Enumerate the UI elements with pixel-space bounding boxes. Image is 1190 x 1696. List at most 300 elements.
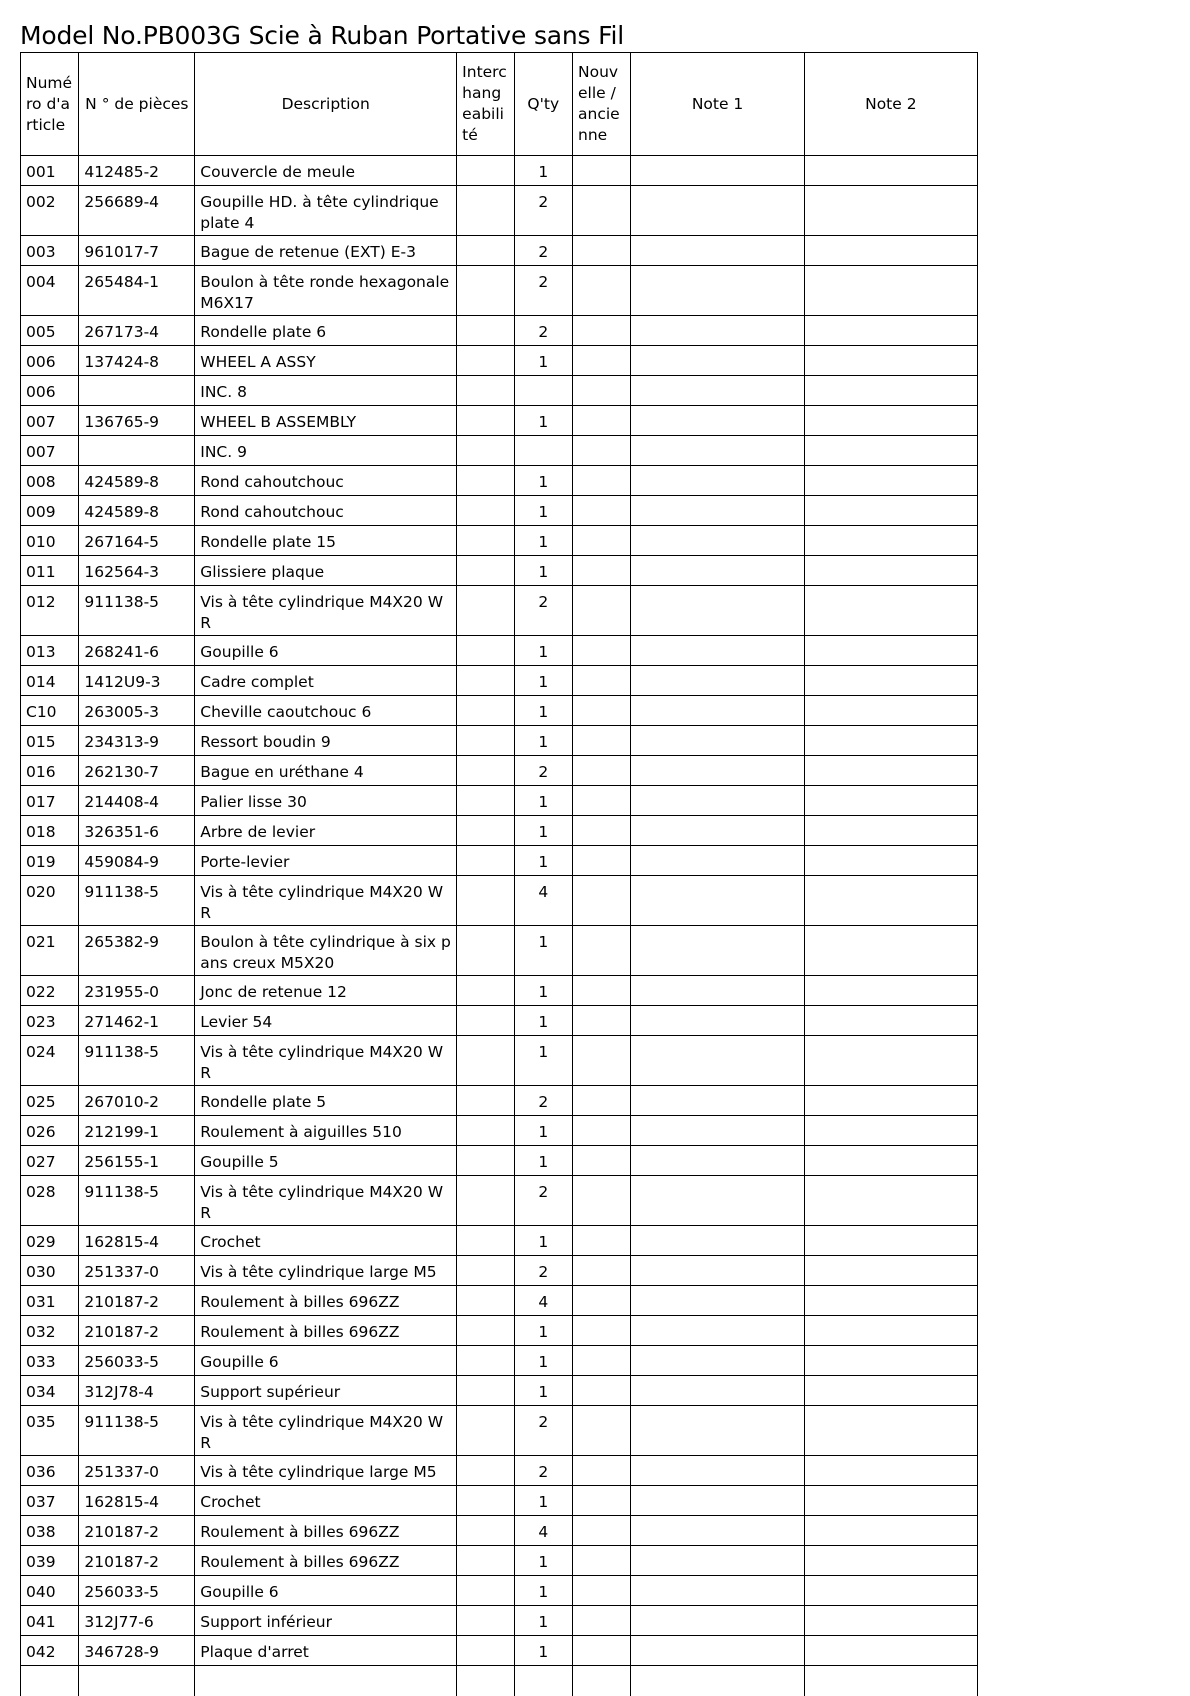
part-no-cell: 256689-4 xyxy=(79,186,195,236)
description-cell: Cadre complet xyxy=(195,666,457,696)
new-old-cell xyxy=(573,846,631,876)
description-cell: Goupille 5 xyxy=(195,1146,457,1176)
qty-cell: 2 xyxy=(514,266,572,316)
note-2-cell xyxy=(804,466,977,496)
new-old-cell xyxy=(573,1546,631,1576)
note-1-cell xyxy=(631,1256,804,1286)
item-no-cell: 001 xyxy=(21,156,79,186)
table-row xyxy=(21,816,978,846)
new-old-cell xyxy=(573,346,631,376)
table-row xyxy=(21,526,978,556)
table-row xyxy=(21,236,978,266)
item-no-cell: 009 xyxy=(21,496,79,526)
table-row xyxy=(21,156,978,186)
new-old-cell xyxy=(573,1486,631,1516)
description-cell: Vis à tête cylindrique M4X20 WR xyxy=(195,586,457,636)
qty-cell: 1 xyxy=(514,926,572,976)
interchangeability-cell xyxy=(457,156,514,186)
new-old-cell xyxy=(573,556,631,586)
parts-table-body xyxy=(21,156,978,1696)
table-row xyxy=(21,1146,978,1176)
note-2-cell xyxy=(804,666,977,696)
qty-cell: 2 xyxy=(514,756,572,786)
new-old-cell xyxy=(573,636,631,666)
note-1-cell xyxy=(631,1516,804,1546)
table-row xyxy=(21,696,978,726)
note-2-cell xyxy=(804,976,977,1006)
item-no-cell: 017 xyxy=(21,786,79,816)
interchangeability-cell xyxy=(457,786,514,816)
note-1-cell xyxy=(631,1456,804,1486)
table-row xyxy=(21,1606,978,1636)
item-no-cell: 022 xyxy=(21,976,79,1006)
note-1-cell xyxy=(631,316,804,346)
note-2-cell xyxy=(804,846,977,876)
item-no-cell: 020 xyxy=(21,876,79,926)
description-cell: Ressort boudin 9 xyxy=(195,726,457,756)
new-old-cell xyxy=(573,316,631,346)
part-no-cell: 1412U9-3 xyxy=(79,666,195,696)
interchangeability-cell xyxy=(457,1486,514,1516)
qty-cell: 1 xyxy=(514,726,572,756)
note-2-cell xyxy=(804,876,977,926)
description-cell: Vis à tête cylindrique large M5 xyxy=(195,1256,457,1286)
part-no-cell: 210187-2 xyxy=(79,1546,195,1576)
description-cell: Roulement à aiguilles 510 xyxy=(195,1116,457,1146)
interchangeability-cell xyxy=(457,1516,514,1546)
part-no-cell: 256155-1 xyxy=(79,1146,195,1176)
description-cell: Rond cahoutchouc xyxy=(195,466,457,496)
header-new-old: Nouvelle / ancienne xyxy=(573,53,631,156)
note-2-cell xyxy=(804,1636,977,1666)
note-1-cell xyxy=(631,636,804,666)
new-old-cell xyxy=(573,1006,631,1036)
part-no-cell: 312J78-4 xyxy=(79,1376,195,1406)
qty-cell: 1 xyxy=(514,556,572,586)
new-old-cell xyxy=(573,266,631,316)
note-1-cell xyxy=(631,1226,804,1256)
qty-cell: 1 xyxy=(514,1546,572,1576)
header-description: Description xyxy=(195,53,457,156)
new-old-cell xyxy=(573,696,631,726)
note-2-cell xyxy=(804,1406,977,1456)
item-no-cell: 034 xyxy=(21,1376,79,1406)
item-no-cell: 011 xyxy=(21,556,79,586)
note-2-cell xyxy=(804,1146,977,1176)
note-1-cell xyxy=(631,926,804,976)
note-2-cell xyxy=(804,726,977,756)
item-no-cell: 002 xyxy=(21,186,79,236)
part-no-cell: 911138-5 xyxy=(79,1176,195,1226)
table-row xyxy=(21,186,978,236)
part-no-cell: 136765-9 xyxy=(79,406,195,436)
interchangeability-cell xyxy=(457,1376,514,1406)
header-row xyxy=(21,53,978,156)
new-old-cell xyxy=(573,786,631,816)
new-old-cell xyxy=(573,1116,631,1146)
part-no-cell: 262130-7 xyxy=(79,756,195,786)
note-1-cell xyxy=(631,526,804,556)
item-no-cell: 036 xyxy=(21,1456,79,1486)
interchangeability-cell xyxy=(457,976,514,1006)
interchangeability-cell xyxy=(457,186,514,236)
note-1-cell xyxy=(631,1406,804,1456)
new-old-cell xyxy=(573,466,631,496)
description-cell: Vis à tête cylindrique M4X20 WR xyxy=(195,1036,457,1086)
part-no-cell: 271462-1 xyxy=(79,1006,195,1036)
item-no-cell: 019 xyxy=(21,846,79,876)
qty-cell: 2 xyxy=(514,186,572,236)
note-2-cell xyxy=(804,1286,977,1316)
part-no-cell: 911138-5 xyxy=(79,876,195,926)
item-no-cell: 015 xyxy=(21,726,79,756)
note-1-cell xyxy=(631,1486,804,1516)
table-row xyxy=(21,846,978,876)
note-1-cell xyxy=(631,406,804,436)
table-row xyxy=(21,1576,978,1606)
new-old-cell xyxy=(573,1226,631,1256)
description-cell: Rondelle plate 6 xyxy=(195,316,457,346)
table-row xyxy=(21,726,978,756)
note-2-cell xyxy=(804,406,977,436)
part-no-cell: 251337-0 xyxy=(79,1256,195,1286)
table-row xyxy=(21,1176,978,1226)
table-row xyxy=(21,436,978,466)
note-2-cell xyxy=(804,496,977,526)
item-no-cell: 023 xyxy=(21,1006,79,1036)
interchangeability-cell xyxy=(457,926,514,976)
table-row-cut-off xyxy=(21,1666,978,1696)
new-old-cell xyxy=(573,726,631,756)
qty-cell: 4 xyxy=(514,1286,572,1316)
note-1-cell xyxy=(631,1606,804,1636)
interchangeability-cell xyxy=(457,846,514,876)
empty-cell xyxy=(21,1666,79,1696)
new-old-cell xyxy=(573,496,631,526)
interchangeability-cell xyxy=(457,1636,514,1666)
description-cell: Levier 54 xyxy=(195,1006,457,1036)
note-1-cell xyxy=(631,846,804,876)
note-1-cell xyxy=(631,1376,804,1406)
new-old-cell xyxy=(573,976,631,1006)
note-1-cell xyxy=(631,1036,804,1086)
description-cell: Vis à tête cylindrique large M5 xyxy=(195,1456,457,1486)
description-cell: Rondelle plate 5 xyxy=(195,1086,457,1116)
interchangeability-cell xyxy=(457,1406,514,1456)
new-old-cell xyxy=(573,376,631,406)
table-row xyxy=(21,376,978,406)
interchangeability-cell xyxy=(457,436,514,466)
part-no-cell: 268241-6 xyxy=(79,636,195,666)
new-old-cell xyxy=(573,236,631,266)
note-2-cell xyxy=(804,1316,977,1346)
note-2-cell xyxy=(804,1256,977,1286)
part-no-cell: 231955-0 xyxy=(79,976,195,1006)
description-cell: Jonc de retenue 12 xyxy=(195,976,457,1006)
part-no-cell: 267010-2 xyxy=(79,1086,195,1116)
new-old-cell xyxy=(573,876,631,926)
interchangeability-cell xyxy=(457,816,514,846)
item-no-cell: 007 xyxy=(21,406,79,436)
part-no-cell: 210187-2 xyxy=(79,1286,195,1316)
item-no-cell: 006 xyxy=(21,346,79,376)
item-no-cell: 013 xyxy=(21,636,79,666)
table-row xyxy=(21,346,978,376)
part-no-cell xyxy=(79,436,195,466)
note-1-cell xyxy=(631,1636,804,1666)
table-row xyxy=(21,876,978,926)
interchangeability-cell xyxy=(457,756,514,786)
part-no-cell: 214408-4 xyxy=(79,786,195,816)
part-no-cell: 212199-1 xyxy=(79,1116,195,1146)
table-row xyxy=(21,1286,978,1316)
new-old-cell xyxy=(573,156,631,186)
note-1-cell xyxy=(631,346,804,376)
interchangeability-cell xyxy=(457,1036,514,1086)
header-note-1: Note 1 xyxy=(631,53,804,156)
description-cell: Vis à tête cylindrique M4X20 WR xyxy=(195,1406,457,1456)
table-row xyxy=(21,926,978,976)
table-row xyxy=(21,406,978,436)
note-1-cell xyxy=(631,786,804,816)
interchangeability-cell xyxy=(457,726,514,756)
new-old-cell xyxy=(573,756,631,786)
description-cell: WHEEL A ASSY xyxy=(195,346,457,376)
note-2-cell xyxy=(804,1456,977,1486)
table-row xyxy=(21,556,978,586)
table-row xyxy=(21,1406,978,1456)
item-no-cell: 016 xyxy=(21,756,79,786)
description-cell: INC. 9 xyxy=(195,436,457,466)
description-cell: Palier lisse 30 xyxy=(195,786,457,816)
table-row xyxy=(21,636,978,666)
page-title: Model No.PB003G Scie à Ruban Portative sans Fil xyxy=(20,21,624,50)
empty-cell xyxy=(457,1666,514,1696)
note-2-cell xyxy=(804,816,977,846)
part-no-cell: 162815-4 xyxy=(79,1486,195,1516)
new-old-cell xyxy=(573,666,631,696)
part-no-cell: 459084-9 xyxy=(79,846,195,876)
qty-cell: 1 xyxy=(514,1346,572,1376)
note-2-cell xyxy=(804,316,977,346)
note-2-cell xyxy=(804,266,977,316)
qty-cell: 2 xyxy=(514,1456,572,1486)
description-cell: INC. 8 xyxy=(195,376,457,406)
qty-cell: 1 xyxy=(514,156,572,186)
interchangeability-cell xyxy=(457,1086,514,1116)
note-2-cell xyxy=(804,1176,977,1226)
description-cell: Rond cahoutchouc xyxy=(195,496,457,526)
description-cell: Bague de retenue (EXT) E-3 xyxy=(195,236,457,266)
item-no-cell: 035 xyxy=(21,1406,79,1456)
item-no-cell: 042 xyxy=(21,1636,79,1666)
new-old-cell xyxy=(573,926,631,976)
part-no-cell: 263005-3 xyxy=(79,696,195,726)
interchangeability-cell xyxy=(457,1546,514,1576)
qty-cell: 1 xyxy=(514,1636,572,1666)
empty-cell xyxy=(514,1666,572,1696)
qty-cell: 1 xyxy=(514,1376,572,1406)
note-1-cell xyxy=(631,726,804,756)
note-1-cell xyxy=(631,186,804,236)
note-2-cell xyxy=(804,1116,977,1146)
part-no-cell: 911138-5 xyxy=(79,1036,195,1086)
qty-cell: 2 xyxy=(514,1176,572,1226)
note-1-cell xyxy=(631,466,804,496)
new-old-cell xyxy=(573,406,631,436)
table-row xyxy=(21,316,978,346)
description-cell: Support inférieur xyxy=(195,1606,457,1636)
description-cell: Roulement à billes 696ZZ xyxy=(195,1546,457,1576)
new-old-cell xyxy=(573,1036,631,1086)
item-no-cell: 032 xyxy=(21,1316,79,1346)
description-cell: Boulon à tête cylindrique à six pans creux M5X20 xyxy=(195,926,457,976)
part-no-cell: 234313-9 xyxy=(79,726,195,756)
note-1-cell xyxy=(631,696,804,726)
table-row xyxy=(21,786,978,816)
part-no-cell: 137424-8 xyxy=(79,346,195,376)
part-no-cell: 265382-9 xyxy=(79,926,195,976)
part-no-cell: 961017-7 xyxy=(79,236,195,266)
item-no-cell: 029 xyxy=(21,1226,79,1256)
header-item-no: Numéro d'article xyxy=(21,53,79,156)
part-no-cell: 312J77-6 xyxy=(79,1606,195,1636)
interchangeability-cell xyxy=(457,406,514,436)
description-cell: Plaque d'arret xyxy=(195,1636,457,1666)
interchangeability-cell xyxy=(457,346,514,376)
note-2-cell xyxy=(804,1486,977,1516)
part-no-cell: 424589-8 xyxy=(79,466,195,496)
qty-cell: 1 xyxy=(514,1486,572,1516)
qty-cell: 1 xyxy=(514,976,572,1006)
new-old-cell xyxy=(573,816,631,846)
note-1-cell xyxy=(631,496,804,526)
interchangeability-cell xyxy=(457,376,514,406)
interchangeability-cell xyxy=(457,1256,514,1286)
description-cell: Cheville caoutchouc 6 xyxy=(195,696,457,726)
interchangeability-cell xyxy=(457,876,514,926)
table-row xyxy=(21,586,978,636)
item-no-cell: 010 xyxy=(21,526,79,556)
description-cell: Roulement à billes 696ZZ xyxy=(195,1316,457,1346)
description-cell: Boulon à tête ronde hexagonale M6X17 xyxy=(195,266,457,316)
table-row xyxy=(21,1486,978,1516)
empty-cell xyxy=(631,1666,804,1696)
qty-cell: 1 xyxy=(514,1116,572,1146)
qty-cell: 1 xyxy=(514,846,572,876)
qty-cell: 1 xyxy=(514,1606,572,1636)
qty-cell xyxy=(514,376,572,406)
description-cell: Roulement à billes 696ZZ xyxy=(195,1286,457,1316)
new-old-cell xyxy=(573,1606,631,1636)
note-1-cell xyxy=(631,436,804,466)
interchangeability-cell xyxy=(457,586,514,636)
table-row xyxy=(21,976,978,1006)
description-cell: Vis à tête cylindrique M4X20 WR xyxy=(195,876,457,926)
qty-cell: 4 xyxy=(514,1516,572,1546)
note-1-cell xyxy=(631,1176,804,1226)
new-old-cell xyxy=(573,526,631,556)
part-no-cell: 412485-2 xyxy=(79,156,195,186)
interchangeability-cell xyxy=(457,316,514,346)
qty-cell: 1 xyxy=(514,696,572,726)
note-2-cell xyxy=(804,1516,977,1546)
description-cell: Goupille 6 xyxy=(195,1346,457,1376)
new-old-cell xyxy=(573,1346,631,1376)
table-row xyxy=(21,756,978,786)
description-cell: Goupille 6 xyxy=(195,1576,457,1606)
new-old-cell xyxy=(573,1376,631,1406)
table-row xyxy=(21,266,978,316)
item-no-cell: 018 xyxy=(21,816,79,846)
item-no-cell: 027 xyxy=(21,1146,79,1176)
note-1-cell xyxy=(631,876,804,926)
item-no-cell: 028 xyxy=(21,1176,79,1226)
new-old-cell xyxy=(573,186,631,236)
interchangeability-cell xyxy=(457,526,514,556)
note-2-cell xyxy=(804,756,977,786)
item-no-cell: 024 xyxy=(21,1036,79,1086)
item-no-cell: 003 xyxy=(21,236,79,266)
qty-cell: 1 xyxy=(514,1036,572,1086)
new-old-cell xyxy=(573,1516,631,1546)
item-no-cell: 005 xyxy=(21,316,79,346)
table-row xyxy=(21,466,978,496)
note-2-cell xyxy=(804,186,977,236)
item-no-cell: 038 xyxy=(21,1516,79,1546)
table-row xyxy=(21,1086,978,1116)
table-row xyxy=(21,1116,978,1146)
new-old-cell xyxy=(573,1086,631,1116)
note-2-cell xyxy=(804,1006,977,1036)
table-row xyxy=(21,1006,978,1036)
description-cell: Roulement à billes 696ZZ xyxy=(195,1516,457,1546)
description-cell: Rondelle plate 15 xyxy=(195,526,457,556)
note-2-cell xyxy=(804,1606,977,1636)
note-1-cell xyxy=(631,1286,804,1316)
qty-cell: 2 xyxy=(514,316,572,346)
interchangeability-cell xyxy=(457,1316,514,1346)
item-no-cell: 033 xyxy=(21,1346,79,1376)
note-2-cell xyxy=(804,786,977,816)
note-2-cell xyxy=(804,1576,977,1606)
description-cell: Vis à tête cylindrique M4X20 WR xyxy=(195,1176,457,1226)
part-no-cell: 326351-6 xyxy=(79,816,195,846)
note-1-cell xyxy=(631,976,804,1006)
qty-cell: 2 xyxy=(514,1256,572,1286)
qty-cell: 4 xyxy=(514,876,572,926)
note-1-cell xyxy=(631,586,804,636)
description-cell: Bague en uréthane 4 xyxy=(195,756,457,786)
interchangeability-cell xyxy=(457,1576,514,1606)
interchangeability-cell xyxy=(457,1116,514,1146)
new-old-cell xyxy=(573,436,631,466)
description-cell: Arbre de levier xyxy=(195,816,457,846)
table-row xyxy=(21,1226,978,1256)
qty-cell: 2 xyxy=(514,236,572,266)
description-cell: Glissiere plaque xyxy=(195,556,457,586)
table-row xyxy=(21,1636,978,1666)
qty-cell: 1 xyxy=(514,346,572,376)
part-no-cell xyxy=(79,376,195,406)
new-old-cell xyxy=(573,1176,631,1226)
description-cell: Support supérieur xyxy=(195,1376,457,1406)
part-no-cell: 911138-5 xyxy=(79,1406,195,1456)
description-cell: Goupille HD. à tête cylindrique plate 4 xyxy=(195,186,457,236)
item-no-cell: 014 xyxy=(21,666,79,696)
item-no-cell: 006 xyxy=(21,376,79,406)
item-no-cell: 041 xyxy=(21,1606,79,1636)
